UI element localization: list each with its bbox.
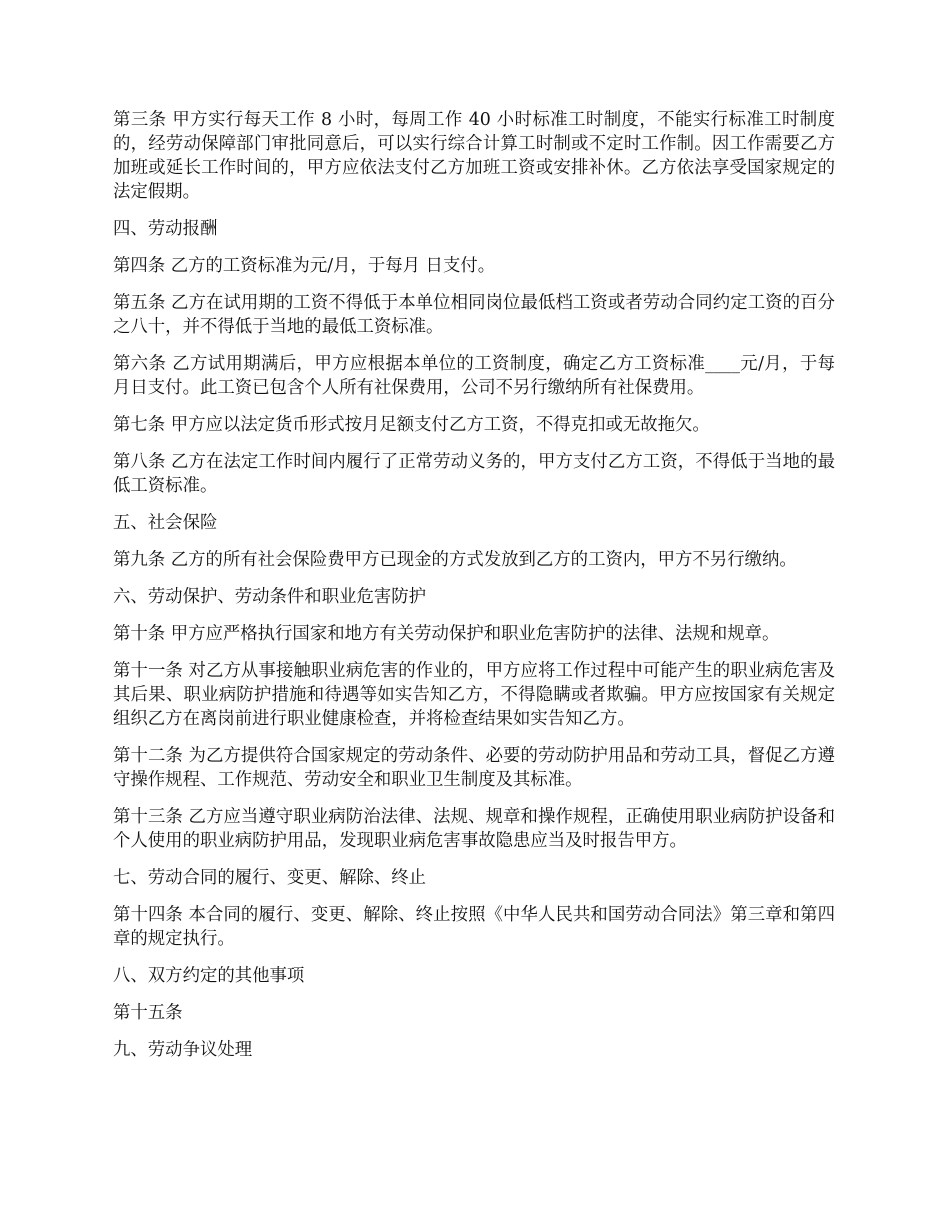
- section-heading-8: 八、双方约定的其他事项: [113, 966, 305, 986]
- article-13: 第十三条 乙方应当遵守职业病防治法律、法规、规章和操作规程，正确使用职业病防护设备和个人使用的职业病防护用品，发现职业病危害事故隐患应当及时报告甲方。: [113, 807, 835, 851]
- section-heading-4: 四、劳动报酬: [113, 219, 218, 239]
- article-15: 第十五条: [113, 1003, 183, 1023]
- article-9: 第九条 乙方的所有社会保险费甲方已现金的方式发放到乙方的工资内，甲方不另行缴纳。: [113, 550, 797, 570]
- section-heading-5: 五、社会保险: [113, 513, 218, 533]
- article-10: 第十条 甲方应严格执行国家和地方有关劳动保护和职业危害防护的法律、法规和规章。: [113, 624, 780, 644]
- section-heading-7: 七、劳动合同的履行、变更、解除、终止: [113, 868, 427, 888]
- article-7: 第七条 甲方应以法定货币形式按月足额支付乙方工资，不得克扣或无故拖欠。: [113, 415, 710, 435]
- article-8: 第八条 乙方在法定工作时间内履行了正常劳动义务的，甲方支付乙方工资，不得低于当地的最低工资标准。: [113, 452, 835, 496]
- article-6: 第六条 乙方试用期满后，甲方应根据本单位的工资制度，确定乙方工资标准____元/月，于每月日支付。此工资已包含个人所有社保费用，公司不另行缴纳所有社保费用。: [113, 354, 835, 398]
- section-heading-9: 九、劳动争议处理: [113, 1040, 253, 1060]
- article-3: 第三条 甲方实行每天工作 8 小时，每周工作 40 小时标准工时制度，不能实行标准工时制度的，经劳动保障部门审批同意后，可以实行综合计算工时制或不定时工作制。因工作需要乙方加班或延长工作时间的，甲方应依法支付乙方加班工资或安排补休。乙方依法享受国家规定的法定假期。: [113, 110, 835, 202]
- section-heading-6: 六、劳动保护、劳动条件和职业危害防护: [113, 587, 427, 607]
- article-5: 第五条 乙方在试用期的工资不得低于本单位相同岗位最低档工资或者劳动合同约定工资的百分之八十，并不得低于当地的最低工资标准。: [113, 293, 835, 337]
- document-body: [113, 108, 835, 1075]
- article-14: 第十四条 本合同的履行、变更、解除、终止按照《中华人民共和国劳动合同法》第三章和第四章的规定执行。: [113, 905, 835, 949]
- article-12: 第十二条 为乙方提供符合国家规定的劳动条件、必要的劳动防护用品和劳动工具，督促乙方遵守操作规程、工作规范、劳动安全和职业卫生制度及其标准。: [113, 746, 835, 790]
- article-11: 第十一条 对乙方从事接触职业病危害的作业的，甲方应将工作过程中可能产生的职业病危害及其后果、职业病防护措施和待遇等如实告知乙方，不得隐瞒或者欺骗。甲方应按国家有关规定组织乙方在离岗前进行职业健康检查，并将检查结果如实告知乙方。: [113, 661, 835, 729]
- article-4: 第四条 乙方的工资标准为元/月，于每月 日支付。: [113, 256, 496, 276]
